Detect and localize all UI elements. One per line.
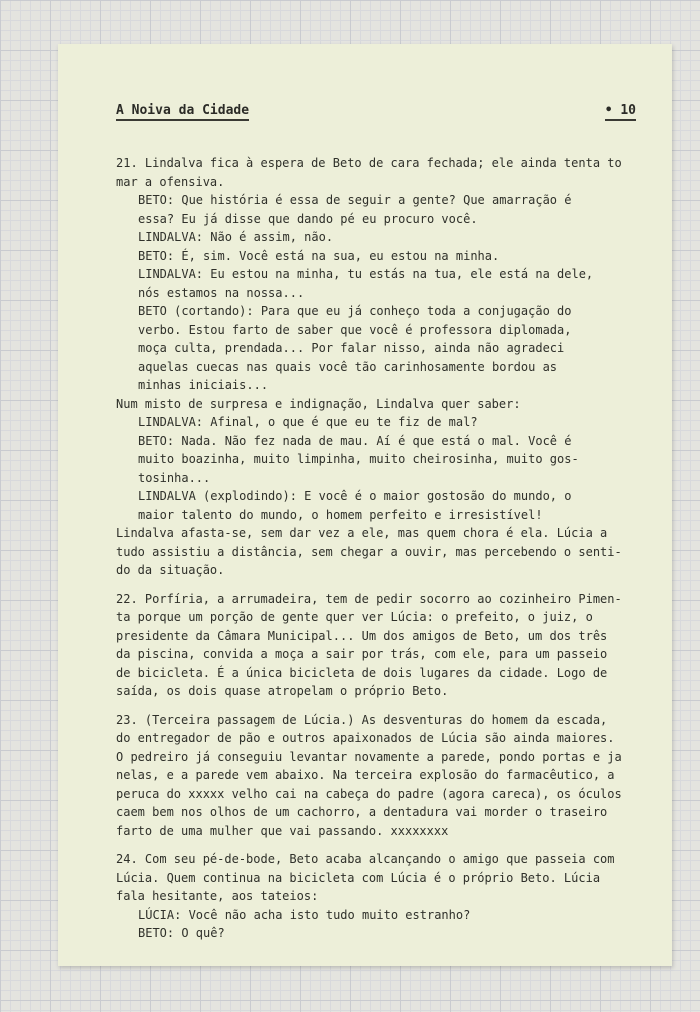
text-line: LINDALVA (explodindo): E você é o maior gostosão do mundo, o bbox=[138, 489, 572, 503]
scene-paragraph bbox=[116, 850, 650, 943]
document-body bbox=[116, 154, 650, 953]
text-line: 23. (Terceira passagem de Lúcia.) As desventuras do homem da escada, bbox=[116, 712, 608, 727]
text-line: essa? Eu já disse que dando pé eu procuro você. bbox=[138, 211, 478, 226]
scene-paragraph bbox=[116, 711, 650, 841]
text-line: saída, os dois quase atropelam o próprio Beto. bbox=[116, 684, 449, 698]
text-line: 24. Com seu pé-de-bode, Beto acaba alcançando o amigo que passeia com bbox=[116, 852, 615, 866]
document-page bbox=[58, 44, 672, 966]
text-line: Lindalva afasta-se, sem dar vez a ele, mas quem chora é ela. Lúcia a bbox=[116, 526, 608, 540]
text-line: aquelas cuecas nas quais você tão carinhosamente bordou as bbox=[138, 359, 558, 374]
text-line: BETO: Nada. Não fez nada de mau. Aí é que está o mal. Você é bbox=[138, 433, 572, 448]
text-line: nós estamos na nossa... bbox=[138, 285, 305, 300]
text-line: Num misto de surpresa e indignação, Lindalva quer saber: bbox=[116, 396, 521, 411]
text-line: tudo assistiu a distância, sem chegar a ouvir, mas percebendo o senti- bbox=[116, 544, 622, 559]
text-line: moça culta, prendada... Por falar nisso, ainda não agradeci bbox=[138, 341, 565, 355]
text-line: LINDALVA: Eu estou na minha, tu estás na tua, ele está na dele, bbox=[138, 267, 594, 281]
document-title: A Noiva da Cidade bbox=[116, 103, 249, 121]
text-line: verbo. Estou farto de saber que você é professora diplomada, bbox=[138, 322, 572, 337]
page-number: • 10 bbox=[605, 103, 636, 121]
text-line: LÚCIA: Você não acha isto tudo muito estranho? bbox=[138, 907, 471, 922]
text-line: do entregador de pão e outros apaixonados de Lúcia são ainda maiores. bbox=[116, 731, 615, 745]
text-line: nelas, e a parede vem abaixo. Na terceira explosão do farmacêutico, a bbox=[116, 768, 615, 782]
text-line: Lúcia. Quem continua na bicicleta com Lúcia é o próprio Beto. Lúcia bbox=[116, 870, 601, 885]
text-line: BETO: O quê? bbox=[138, 926, 225, 940]
text-line: maior talento do mundo, o homem perfeito e irresistível! bbox=[138, 507, 543, 522]
text-line: LINDALVA: Não é assim, não. bbox=[138, 230, 334, 244]
scene-paragraph bbox=[116, 154, 650, 580]
text-line: tosinha... bbox=[138, 470, 211, 485]
text-line: farto de uma mulher que vai passando. xxxxxxxx bbox=[116, 823, 449, 838]
text-line: BETO: Que história é essa de seguir a gente? Que amarração é bbox=[138, 193, 572, 207]
text-line: de bicicleta. É a única bicicleta de dois lugares da cidade. Logo de bbox=[116, 665, 608, 680]
text-line: O pedreiro já conseguiu levantar novamente a parede, pondo portas e ja bbox=[116, 749, 622, 764]
text-line: mar a ofensiva. bbox=[116, 174, 225, 189]
text-line: 21. Lindalva fica à espera de Beto de cara fechada; ele ainda tenta to bbox=[116, 156, 622, 170]
scene-paragraph bbox=[116, 590, 650, 701]
text-line: do da situação. bbox=[116, 563, 225, 577]
text-line: ta porque um porção de gente quer ver Lúcia: o prefeito, o juiz, o bbox=[116, 610, 593, 624]
text-line: BETO: É, sim. Você está na sua, eu estou na minha. bbox=[138, 248, 500, 263]
text-line: presidente da Câmara Municipal... Um dos amigos de Beto, um dos três bbox=[116, 628, 608, 643]
text-line: BETO (cortando): Para que eu já conheço toda a conjugação do bbox=[138, 304, 572, 318]
text-line: 22. Porfíria, a arrumadeira, tem de pedir socorro ao cozinheiro Pimen- bbox=[116, 591, 622, 606]
text-line: fala hesitante, aos tateios: bbox=[116, 889, 319, 903]
text-line: muito boazinha, muito limpinha, muito cheirosinha, muito gos- bbox=[138, 452, 579, 466]
text-line: peruca do xxxxx velho cai na cabeça do padre (agora careca), os óculos bbox=[116, 786, 622, 801]
text-line: da piscina, convida a moça a sair por trás, com ele, para um passeio bbox=[116, 647, 608, 661]
text-line: LINDALVA: Afinal, o que é que eu te fiz de mal? bbox=[138, 415, 478, 429]
text-line: caem bem nos olhos de um cachorro, a dentadura vai morder o traseiro bbox=[116, 805, 608, 819]
text-line: minhas iniciais... bbox=[138, 378, 269, 392]
